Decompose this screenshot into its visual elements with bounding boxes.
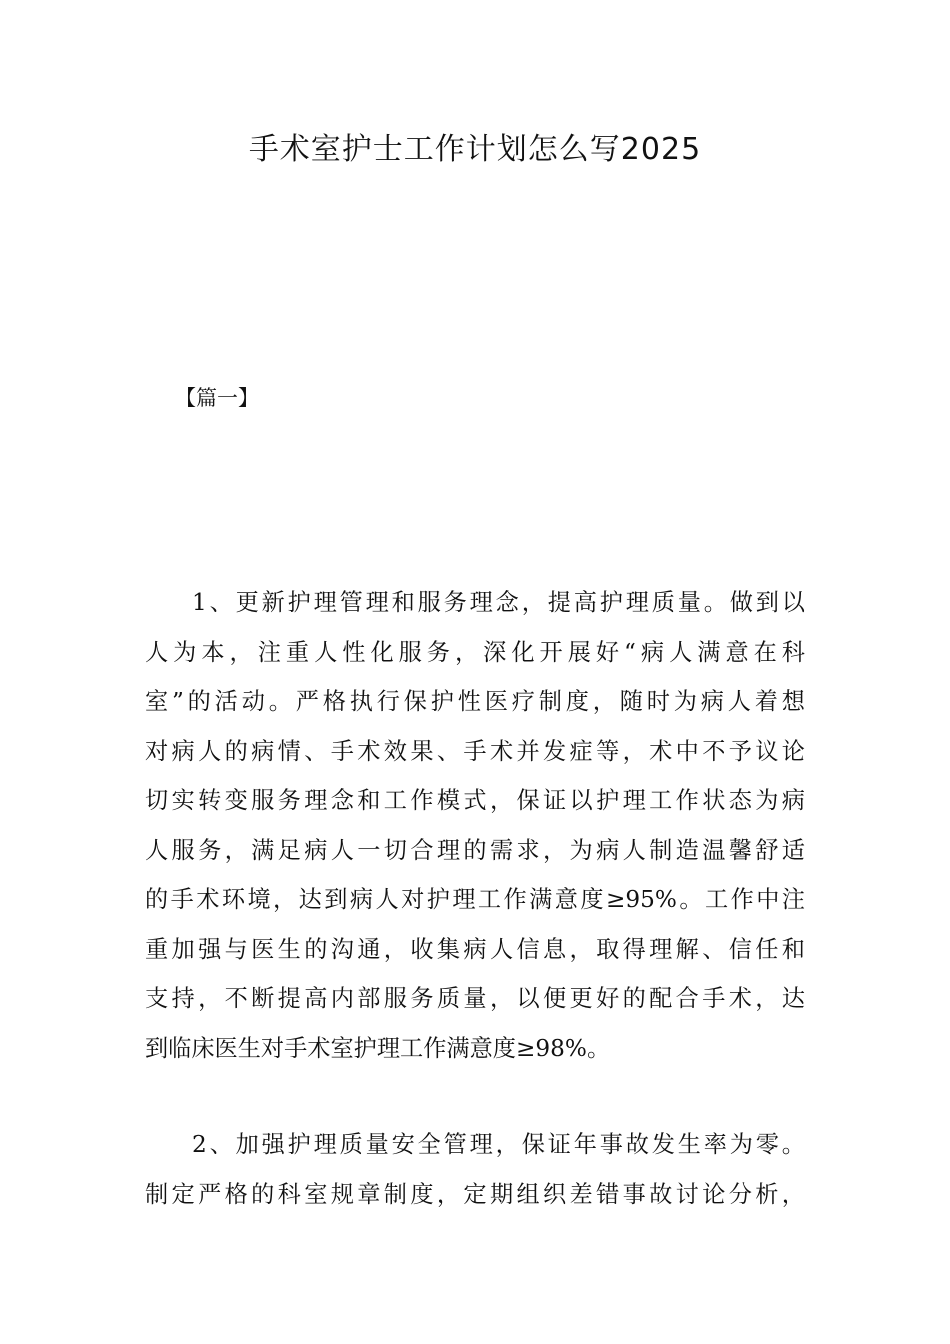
paragraph-line: 人服务，满足病人一切合理的需求，为病人制造温馨舒适 <box>145 836 805 864</box>
paragraph-line: 对病人的病情、手术效果、手术并发症等，术中不予议论 <box>145 737 805 765</box>
paragraph-line: 的手术环境，达到病人对护理工作满意度≥95%。工作中注 <box>145 886 805 913</box>
document-title: 手术室护士工作计划怎么写2025 <box>248 132 702 167</box>
paragraph-line: 室”的活动。严格执行保护性医疗制度，随时为病人着想 <box>145 688 805 715</box>
paragraph-line: 1、更新护理管理和服务理念，提高护理质量。做到以 <box>192 589 805 616</box>
paragraph-2 <box>145 1120 805 1219</box>
paragraph-line: 到临床医生对手术室护理工作满意度≥98%。 <box>145 1034 611 1062</box>
paragraph-line: 人为本，注重人性化服务，深化开展好“病人满意在科 <box>145 638 805 666</box>
paragraph-1 <box>145 578 805 1073</box>
paragraph-line: 制定严格的科室规章制度，定期组织差错事故讨论分析， <box>145 1180 805 1208</box>
paragraph-line: 重加强与医生的沟通，收集病人信息，取得理解、信任和 <box>145 935 805 963</box>
paragraph-line: 2、加强护理质量安全管理，保证年事故发生率为零。 <box>192 1131 805 1158</box>
paragraph-line: 切实转变服务理念和工作模式，保证以护理工作状态为病 <box>145 787 805 814</box>
paragraph-line: 支持，不断提高内部服务质量，以便更好的配合手术，达 <box>145 985 805 1012</box>
section-label: 【篇一】 <box>175 386 259 410</box>
